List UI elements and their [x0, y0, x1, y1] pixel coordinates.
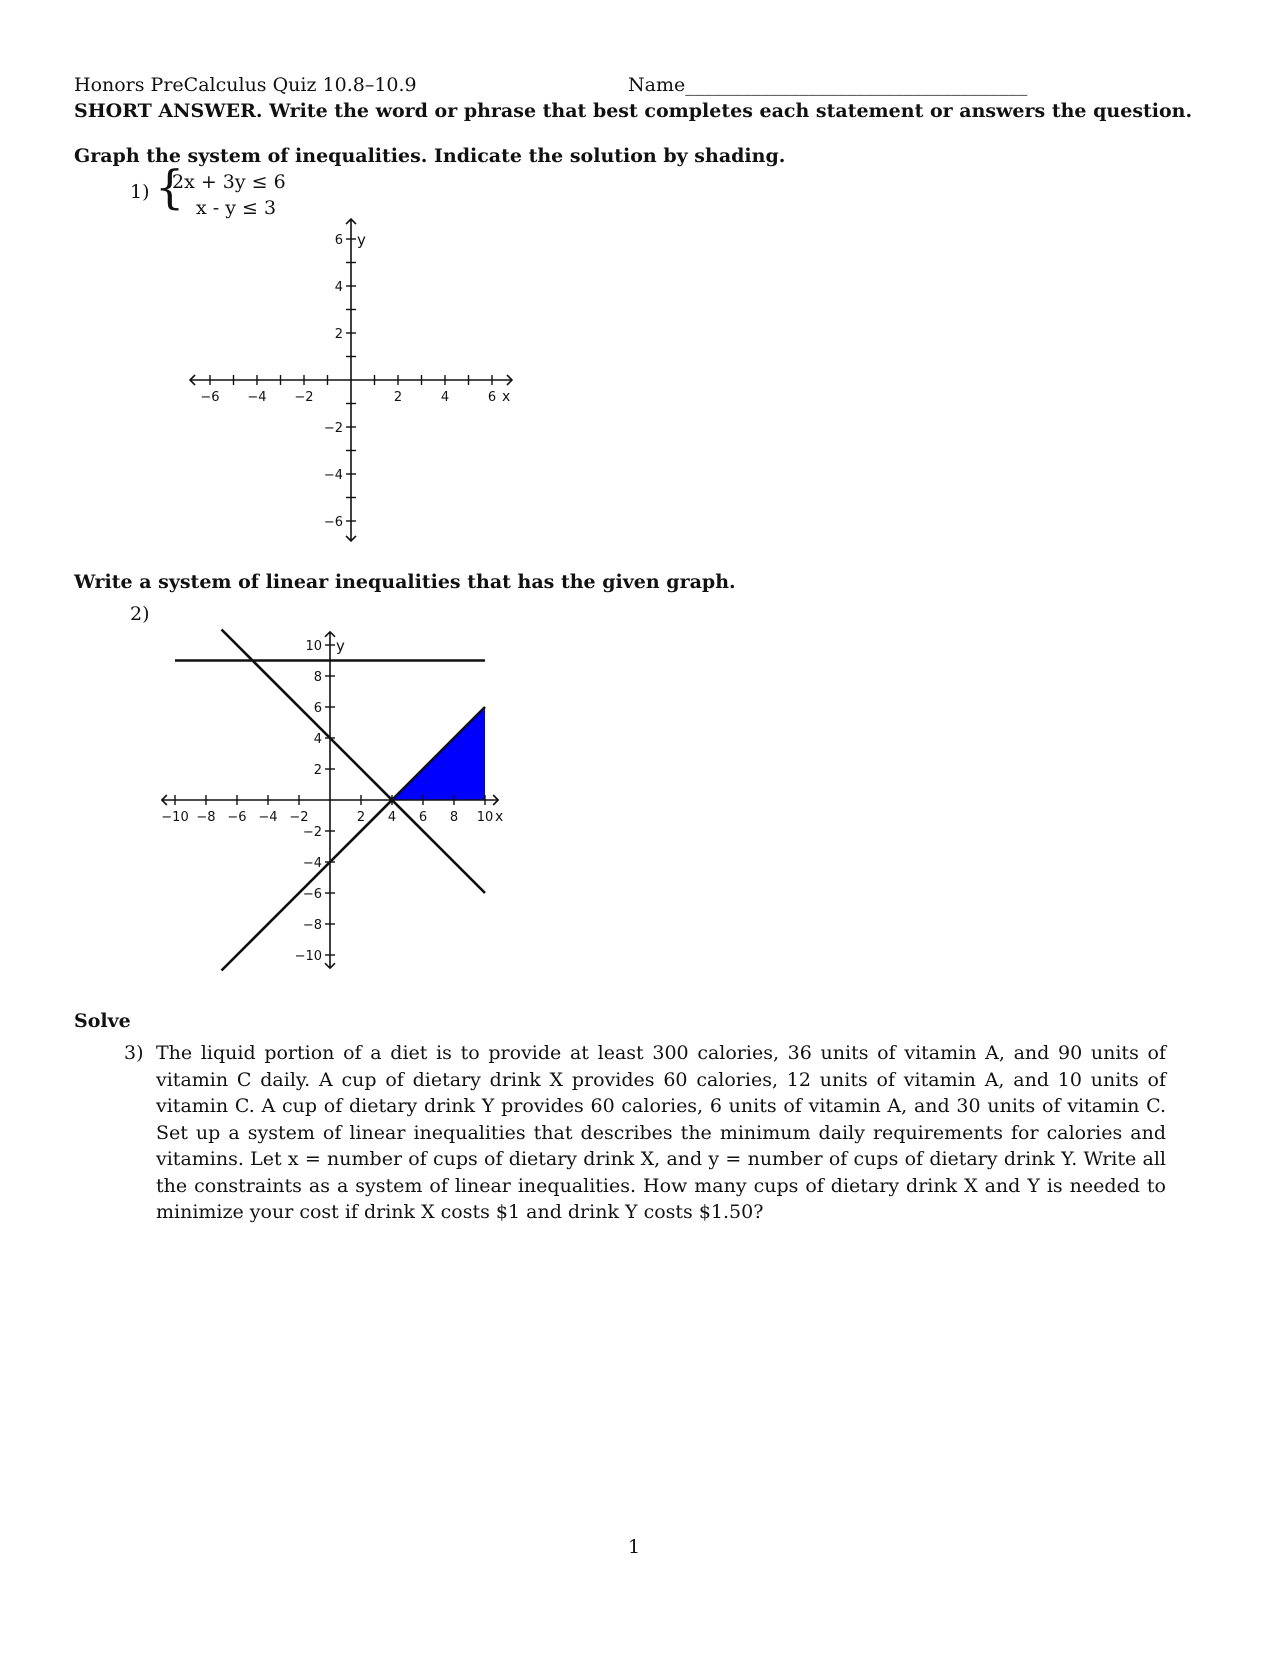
- graph1-x-tick-label: −4: [247, 390, 267, 405]
- graph2-y-tick-label: 8: [313, 670, 322, 685]
- graph1-x-tick-label: 6: [487, 390, 497, 405]
- graph1-y-tick-label: 4: [334, 280, 343, 295]
- graph1-y-tick-label: −4: [323, 468, 343, 483]
- graph2-x-tick-label: 10: [476, 810, 494, 825]
- system-brace: {: [155, 160, 185, 214]
- graph2-y-tick-label: 4: [313, 732, 322, 747]
- inequality-1: 2x + 3y ≤ 6: [172, 171, 286, 193]
- graph2-x-tick-label: −2: [289, 810, 309, 825]
- section3-heading: Solve: [74, 1010, 131, 1032]
- problem3-number: 3): [124, 1042, 144, 1064]
- name-field[interactable]: [628, 74, 1027, 96]
- graph1-x-tick-label: −6: [200, 390, 220, 405]
- section1-heading: Graph the system of inequalities. Indicate the solution by shading.: [74, 145, 786, 167]
- inequality-2: x - y ≤ 3: [196, 197, 277, 219]
- graph2-x-tick-label: 6: [418, 810, 428, 825]
- graph2-x-tick-label: 4: [387, 810, 397, 825]
- graph1-y-axis-label: y: [357, 231, 366, 249]
- graph2-y-tick-label: 6: [313, 701, 322, 716]
- graph2-x-axis-label: x: [495, 809, 504, 825]
- problem3-text: The liquid portion of a diet is to provide at least 300 calories, 36 units of vitamin A, and 90 units of vitamin C daily. A cup of dietary drink X provides 60 calories, 12 units of vitamin A, and 10 units of vitamin C. A cup of dietary drink Y provides 60 calories, 6 units of vitamin A, and 30 units of vitamin C. Set up a system of linear inequalities that describes the minimum daily requirements for calories and vitamins. Let x = number of cups of dietary drink X, and y = number of cups of dietary drink Y. Write all the constraints as a system of linear inequalities. How many cups of dietary drink X and Y is needed to minimize your cost if drink X costs $1 and drink Y costs $1.50?: [156, 1042, 1166, 1223]
- graph2-y-tick-label: −10: [294, 949, 322, 964]
- graph1-x-tick-label: 2: [393, 390, 403, 405]
- graph2-y-tick-label: −6: [302, 887, 322, 902]
- graph2-x-tick-label: −8: [196, 810, 216, 825]
- name-line: ____________________________________: [685, 74, 1028, 96]
- graph2-x-tick-label: −6: [227, 810, 247, 825]
- page-number: 1: [628, 1536, 641, 1558]
- problem1-number: 1): [130, 181, 150, 203]
- problem3-block: [124, 1040, 1166, 1226]
- graph2-x-tick-label: 2: [356, 810, 366, 825]
- graph2-y-axis-label: y: [336, 637, 345, 655]
- instructions: SHORT ANSWER. Write the word or phrase that best completes each statement or answers the question.: [74, 100, 1193, 122]
- graph2-x-tick-label: −4: [258, 810, 278, 825]
- graph2-y-tick-label: −2: [302, 825, 322, 840]
- graph2-boundary-line-3: [222, 707, 486, 971]
- graph1-x-axis-label: x: [502, 389, 511, 405]
- graph1-x-tick-label: −2: [294, 390, 314, 405]
- graph-2-inequalities-chart: [150, 620, 530, 990]
- graph1-y-tick-label: 6: [334, 233, 343, 248]
- graph2-y-tick-label: 10: [305, 639, 322, 654]
- graph2-y-tick-label: 2: [313, 763, 322, 778]
- graph1-x-tick-label: 4: [440, 390, 450, 405]
- graph2-y-tick-label: −8: [302, 918, 322, 933]
- quiz-title: Honors PreCalculus Quiz 10.8–10.9: [74, 74, 417, 96]
- graph1-y-tick-label: 2: [334, 327, 343, 342]
- graph2-x-tick-label: −10: [161, 810, 189, 825]
- graph1-y-tick-label: −2: [323, 421, 343, 436]
- section2-heading: Write a system of linear inequalities that has the given graph.: [74, 571, 736, 593]
- graph2-x-tick-label: 8: [449, 810, 459, 825]
- name-label: Name: [628, 74, 686, 96]
- problem2-number: 2): [130, 603, 150, 625]
- graph-1-blank-grid[interactable]: [180, 220, 520, 550]
- graph1-y-tick-label: −6: [323, 515, 343, 530]
- graph2-y-tick-label: −4: [302, 856, 322, 871]
